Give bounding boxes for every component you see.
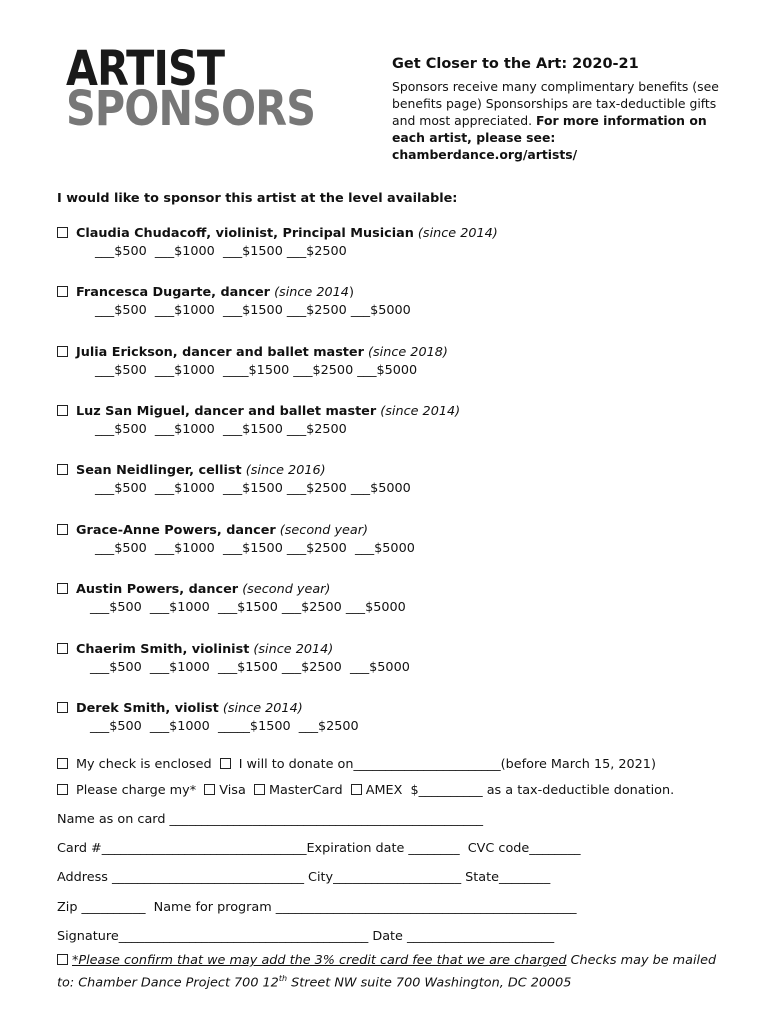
artist-entry: Derek Smith, violist (since 2014) ___$500 ___$1000 _____$1500 ___$2500 <box>57 701 359 734</box>
amount-options[interactable]: ___$500 ___$1000 ___$1500 ___$2500 ___$5000 <box>95 541 415 556</box>
header-block <box>392 56 732 163</box>
checkbox[interactable] <box>57 286 68 297</box>
amount-options[interactable]: ___$500 ___$1000 ___$1500 ___$2500 <box>95 422 347 437</box>
card-details-field[interactable]: Card #________________________________Expiration date ________ CVC code________ <box>57 841 581 856</box>
artists-link-text: For more information on each artist, please see: chamberdance.org/artists/ <box>392 113 707 162</box>
amount-options[interactable]: ___$500 ___$1000 ___$1500 ___$2500 ___$5000 <box>95 481 411 496</box>
amount-options[interactable]: ___$500 ___$1000 ____$1500 ___$2500 ___$5000 <box>95 363 418 378</box>
artist-entry: Claudia Chudacoff, violinist, Principal Musician (since 2014) ___$500 ___$1000 ___$1500 ___$2500 <box>57 226 498 259</box>
charge-checkbox[interactable] <box>57 784 68 795</box>
amount-options[interactable]: ___$500 ___$1000 ___$1500 ___$2500 ___$5000 <box>90 600 406 615</box>
amount-options[interactable]: ___$500 ___$1000 ___$1500 ___$2500 ___$5000 <box>90 660 410 675</box>
logo-line-sponsors: SPONSORS <box>66 81 316 137</box>
payment-check-line: My check is enclosed I will to donate on_______________________(before March 15, 2021) <box>57 757 656 772</box>
artist-entry: Chaerim Smith, violinist (since 2014) ___$500 ___$1000 ___$1500 ___$2500 ___$5000 <box>57 642 410 675</box>
check-enclosed-checkbox[interactable] <box>57 758 68 769</box>
amount-options[interactable]: ___$500 ___$1000 _____$1500 ___$2500 <box>90 719 359 734</box>
donate-date-field[interactable]: I will to donate on_______________________(before March 15, 2021) <box>238 757 656 772</box>
checkbox[interactable] <box>57 583 68 594</box>
page-title: Get Closer to the Art: 2020-21 <box>392 56 639 72</box>
mastercard-checkbox[interactable] <box>254 784 265 795</box>
checkbox[interactable] <box>57 346 68 357</box>
artist-entry: Grace-Anne Powers, dancer (second year) ___$500 ___$1000 ___$1500 ___$2500 ___$5000 <box>57 523 415 556</box>
artist-entry: Luz San Miguel, dancer and ballet master (since 2014) ___$500 ___$1000 ___$1500 ___$2500 <box>57 404 460 437</box>
checkbox[interactable] <box>57 227 68 238</box>
donation-amount-field[interactable]: AMEX $__________ as a tax-deductible donation. <box>365 783 675 798</box>
address-field[interactable]: Address ______________________________ City____________________ State________ <box>57 870 551 885</box>
visa-checkbox[interactable] <box>204 784 215 795</box>
artist-entry: Austin Powers, dancer (second year) ___$500 ___$1000 ___$1500 ___$2500 ___$5000 <box>57 582 406 615</box>
artist-entry: Sean Neidlinger, cellist (since 2016) ___$500 ___$1000 ___$1500 ___$2500 ___$5000 <box>57 463 411 496</box>
artist-sponsors-logo <box>66 41 356 137</box>
footer-note: *Please confirm that we may add the 3% credit card fee that we are charged Checks may be mailed to: Chamber Dance Project 700 12th Street NW suite 700 Washington, DC 20005 <box>57 953 717 991</box>
header-description: Sponsors receive many complimentary benefits (see benefits page) Sponsorships are tax-deductible gifts and most appreciated. For more information on each artist, please see: chamberdance.org/artists/ <box>392 79 719 162</box>
payment-charge-line: Please charge my* Visa MasterCard AMEX $__________ as a tax-deductible donation. <box>57 783 674 798</box>
artist-entry: Julia Erickson, dancer and ballet master (since 2018) ___$500 ___$1000 ____$1500 ___$2500 ___$5000 <box>57 345 448 378</box>
logo-line-artist: ARTIST <box>66 41 225 97</box>
checkbox[interactable] <box>57 702 68 713</box>
checkbox[interactable] <box>57 405 68 416</box>
checkbox[interactable] <box>57 464 68 475</box>
donate-later-checkbox[interactable] <box>220 758 231 769</box>
amex-checkbox[interactable] <box>351 784 362 795</box>
checkbox[interactable] <box>57 643 68 654</box>
amount-options[interactable]: ___$500 ___$1000 ___$1500 ___$2500 ___$5000 <box>95 303 411 318</box>
name-on-card-field[interactable]: Name as on card _________________________________________________ <box>57 812 484 827</box>
confirm-fee-checkbox[interactable] <box>57 954 68 965</box>
signature-field[interactable]: Signature_______________________________________ Date _______________________ <box>57 929 555 944</box>
amount-options[interactable]: ___$500 ___$1000 ___$1500 ___$2500 <box>95 244 347 259</box>
checkbox[interactable] <box>57 524 68 535</box>
artist-entry: Francesca Dugarte, dancer (since 2014) ___$500 ___$1000 ___$1500 ___$2500 ___$5000 <box>57 285 411 318</box>
zip-program-field[interactable]: Zip __________ Name for program _______________________________________________ <box>57 900 577 915</box>
sponsor-intro: I would like to sponsor this artist at the level available: <box>57 191 458 206</box>
